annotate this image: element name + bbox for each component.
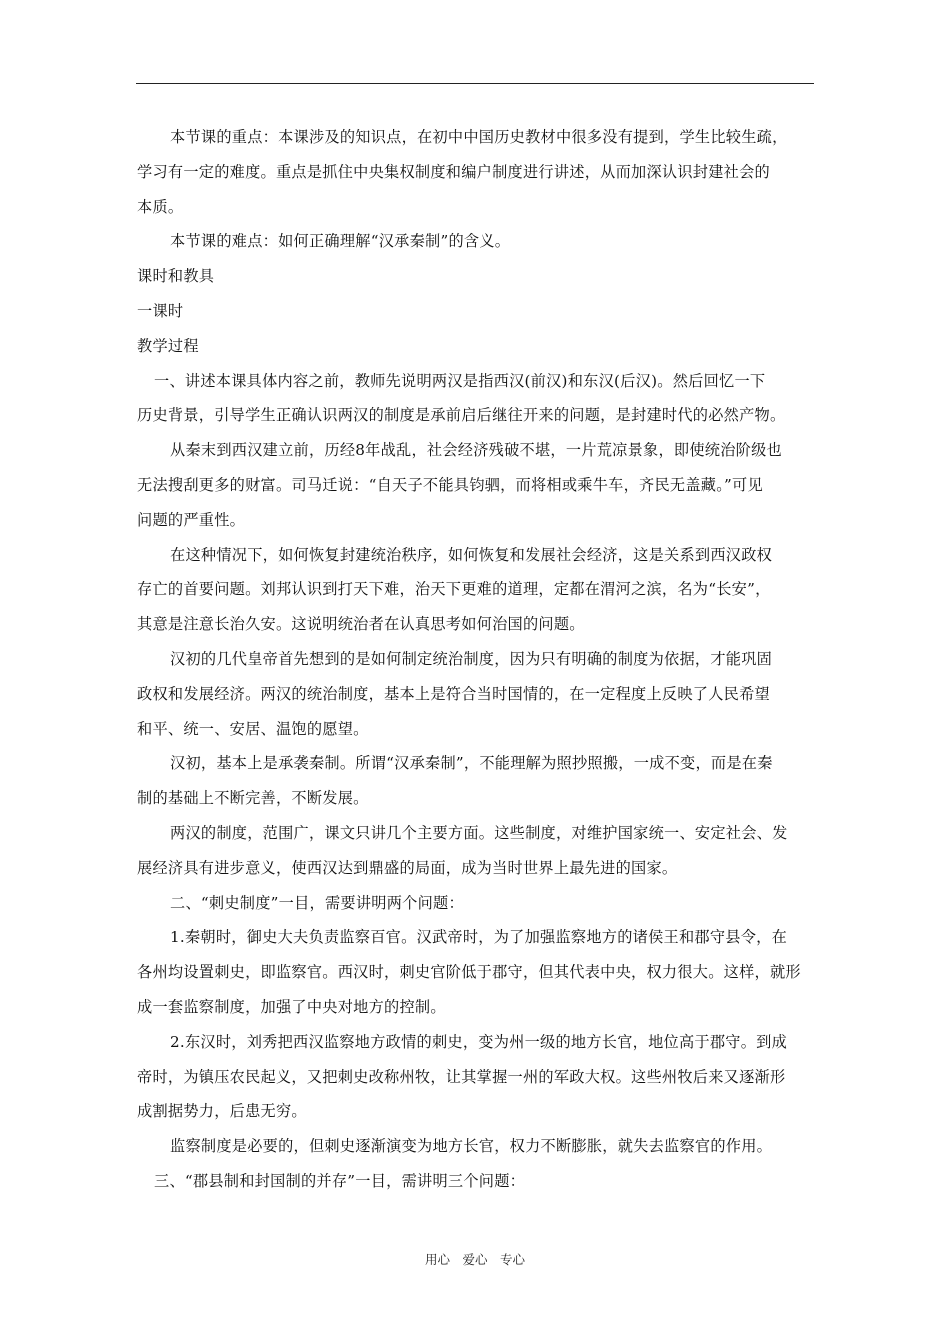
- paragraph-line: 问题的严重性。: [137, 510, 246, 529]
- paragraph-line: 无法搜刮更多的财富。司马迁说：“自天子不能具钧驷，而将相或乘牛车，齐民无盖藏。”可见: [137, 475, 763, 494]
- paragraph-line: 2.东汉时，刘秀把西汉监察地方政情的刺史，变为州一级的地方长官，地位高于郡守。到成: [170, 1032, 788, 1051]
- section-heading: 一课时: [137, 301, 184, 320]
- paragraph-line: 帝时，为镇压农民起义，又把刺史改称州牧，让其掌握一州的军政大权。这些州牧后来又逐渐形: [137, 1067, 786, 1086]
- paragraph-line: 学习有一定的难度。重点是抓住中央集权制度和编户制度进行讲述，从而加深认识封建社会的: [137, 162, 770, 181]
- paragraph-line: 1.秦朝时，御史大夫负责监察百官。汉武帝时，为了加强监察地方的诸侯王和郡守县令，在: [170, 928, 788, 947]
- page-footer: 用心 爱心 专心: [424, 1252, 525, 1267]
- paragraph-line: 制的基础上不断完善，不断发展。: [137, 789, 369, 808]
- paragraph-line: 历史背景，引导学生正确认识两汉的制度是承前启后继往开来的问题，是封建时代的必然产物。: [137, 406, 786, 425]
- paragraph-line: 存亡的首要问题。刘邦认识到打天下难，治天下更难的道理，定都在渭河之滨，名为“长安”，: [137, 580, 771, 599]
- paragraph-line: 成一套监察制度，加强了中央对地方的控制。: [137, 997, 446, 1016]
- section-heading: 课时和教具: [137, 267, 215, 286]
- paragraph-line: 从秦末到西汉建立前，历经8年战乱，社会经济残破不堪，一片荒凉景象，即使统治阶级也: [170, 441, 782, 460]
- paragraph-line: 两汉的制度，范围广，课文只讲几个主要方面。这些制度，对维护国家统一、安定社会、发: [170, 823, 788, 842]
- header-rule: [136, 83, 814, 84]
- paragraph-line: 政权和发展经济。两汉的统治制度，基本上是符合当时国情的，在一定程度上反映了人民希望: [137, 684, 770, 703]
- paragraph-line: 其意是注意长治久安。这说明统治者在认真思考如何治国的问题。: [137, 615, 585, 634]
- paragraph-line: 三、“郡县制和封国制的并存”一目，需讲明三个问题：: [154, 1171, 526, 1190]
- paragraph-line: 本节课的难点：如何正确理解“汉承秦制”的含义。: [170, 232, 511, 251]
- paragraph-line: 本质。: [137, 197, 184, 216]
- section-heading: 教学过程: [137, 336, 199, 355]
- paragraph-line: 展经济具有进步意义，使西汉达到鼎盛的局面，成为当时世界上最先进的国家。: [137, 858, 678, 877]
- paragraph-line: 监察制度是必要的，但刺史逐渐演变为地方长官，权力不断膨胀，就失去监察官的作用。: [170, 1137, 773, 1156]
- paragraph-line: 成割据势力，后患无穷。: [137, 1102, 307, 1121]
- paragraph-line: 本节课的重点：本课涉及的知识点，在初中中国历史教材中很多没有提到，学生比较生疏，: [170, 128, 788, 146]
- paragraph-line: 一、讲述本课具体内容之前，教师先说明两汉是指西汉(前汉)和东汉(后汉)。然后回忆一下: [154, 371, 766, 390]
- document-body: [137, 120, 817, 1199]
- paragraph-line: 汉初，基本上是承袭秦制。所谓“汉承秦制”，不能理解为照抄照搬，一成不变，而是在秦: [170, 754, 773, 773]
- paragraph-line: 和平、统一、安居、温饱的愿望。: [137, 719, 369, 738]
- paragraph-line: 在这种情况下，如何恢复封建统治秩序，如何恢复和发展社会经济，这是关系到西汉政权: [170, 545, 773, 564]
- paragraph-line: 各州均设置刺史，即监察官。西汉时，刺史官阶低于郡守，但其代表中央，权力很大。这样，就形: [137, 963, 801, 982]
- paragraph-line: 汉初的几代皇帝首先想到的是如何制定统治制度，因为只有明确的制度为依据，才能巩固: [170, 649, 773, 668]
- paragraph-line: 二、“刺史制度”一目，需要讲明两个问题：: [170, 893, 464, 912]
